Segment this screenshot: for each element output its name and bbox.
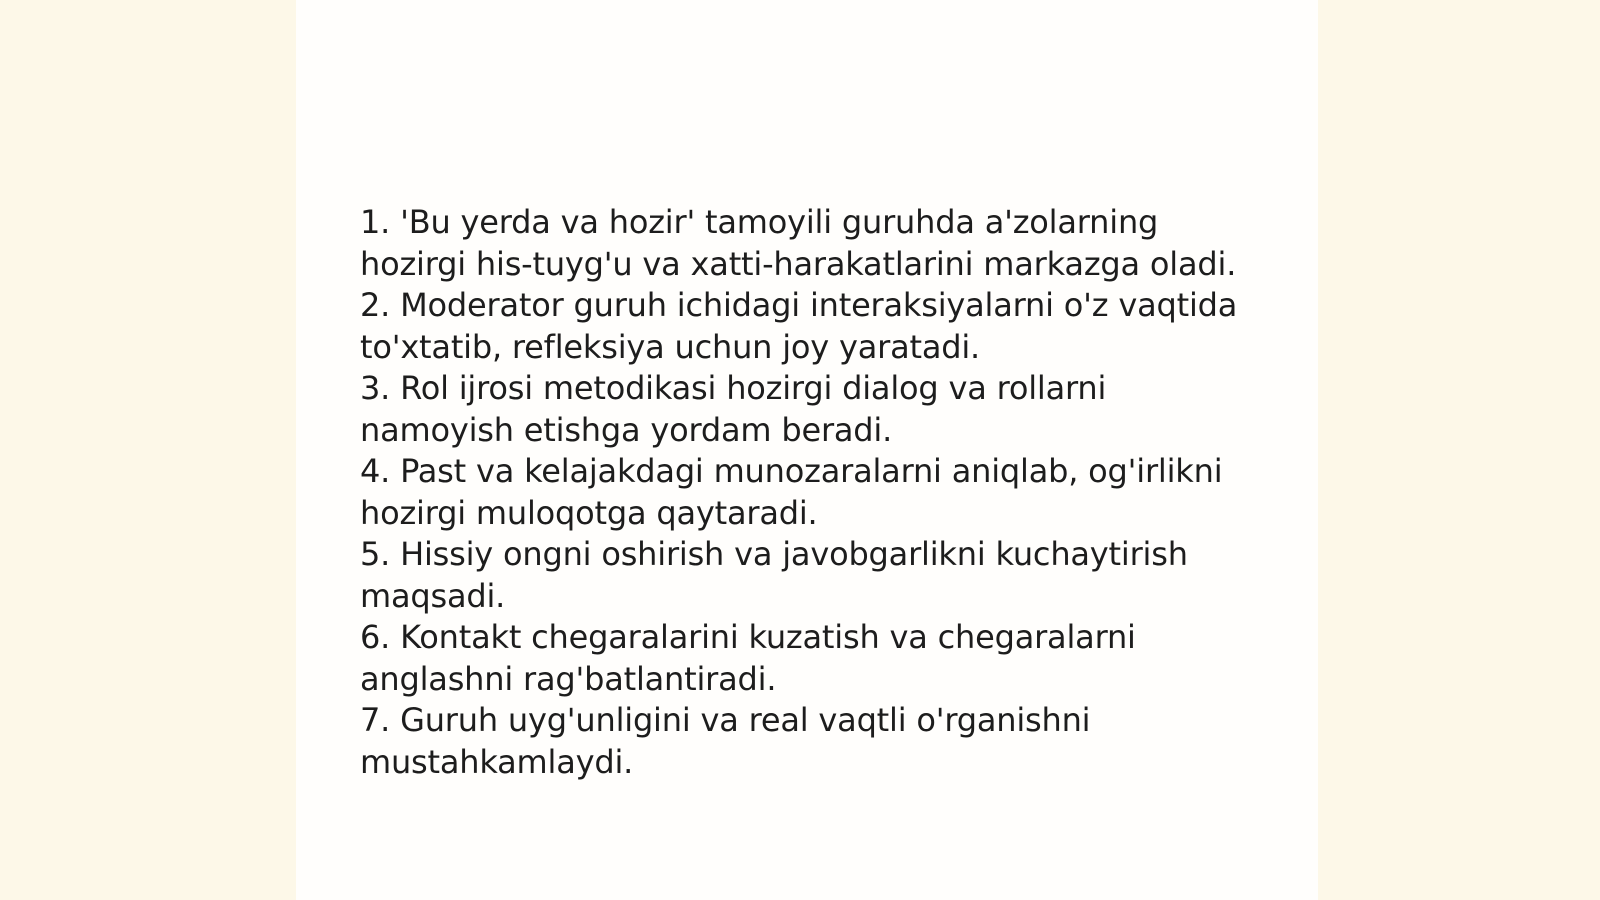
list-item: 4. Past va kelajakdagi munozaralarni aniqlab, og'irlikni hozirgi muloqotga qaytaradi.: [360, 452, 1223, 532]
list-item: 1. 'Bu yerda va hozir' tamoyili guruhda a'zolarning hozirgi his-tuyg'u va xatti-harakatlarini markazga oladi.: [360, 203, 1237, 283]
list-item: 6. Kontakt chegaralarini kuzatish va chegaralarni anglashni rag'batlantiradi.: [360, 618, 1136, 698]
list-item: 5. Hissiy ongni oshirish va javobgarlikni kuchaytirish maqsadi.: [360, 535, 1188, 615]
list-item: 3. Rol ijrosi metodikasi hozirgi dialog va rollarni namoyish etishga yordam beradi.: [360, 369, 1107, 449]
list-item: 7. Guruh uyg'unligini va real vaqtli o'rganishni mustahkamlaydi.: [360, 701, 1091, 781]
document-page: [296, 0, 1318, 900]
list-item: 2. Moderator guruh ichidagi interaksiyalarni o'z vaqtida to'xtatib, refleksiya uchun joy yaratadi.: [360, 286, 1238, 366]
numbered-list: [360, 202, 1260, 783]
